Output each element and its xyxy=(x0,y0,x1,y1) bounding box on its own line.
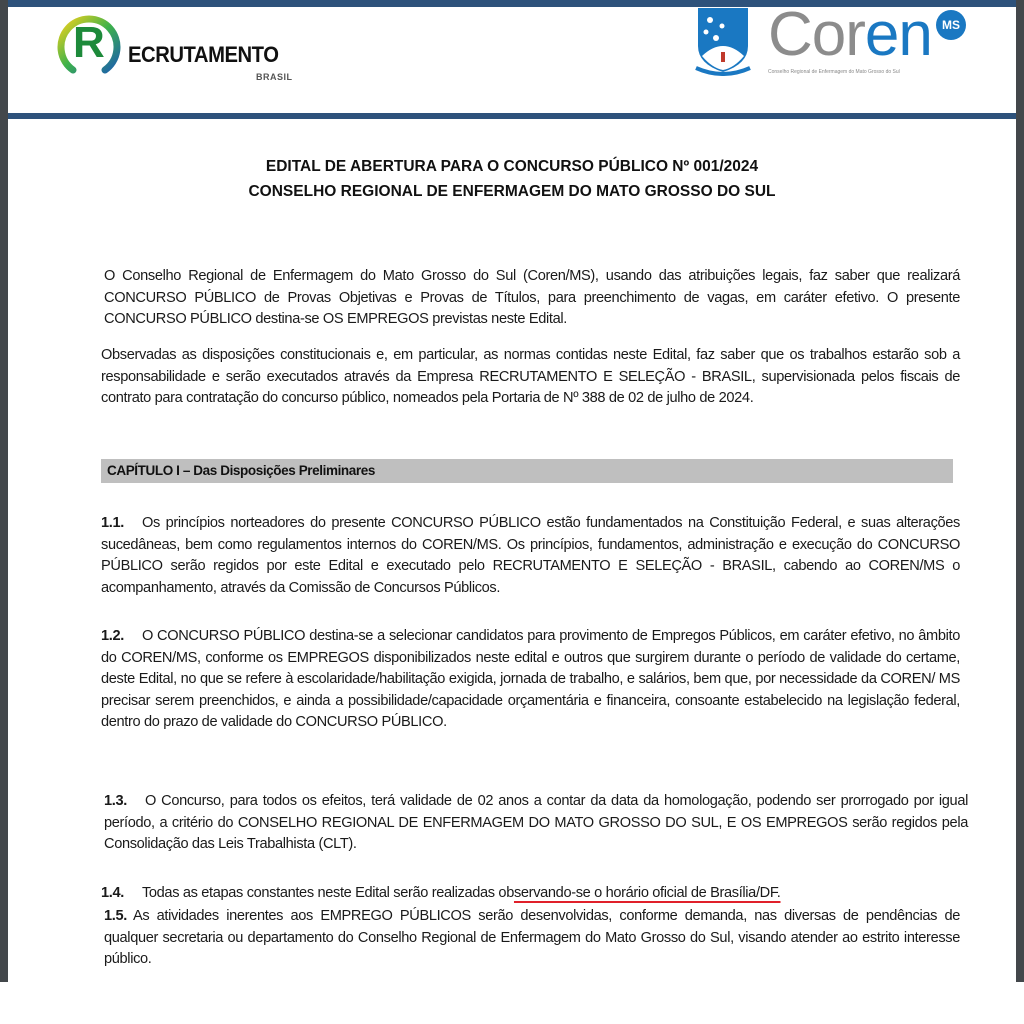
intro-paragraph-2: Observadas as disposições constitucionais e, em particular, as normas contidas neste Edital, faz saber que os trabalhos estarão sob a responsabilidade e serão executados através da Empresa RECRUTAMENTO E SELEÇÃO - BRASIL, supervisionada pelos fiscais de contrato para contratação do concurso público, nomeados pela Portaria de Nº 388 de 02 de julho de 2024. xyxy=(101,347,960,407)
header-bottom-bar xyxy=(8,113,1016,119)
recrutamento-brasil-logo xyxy=(55,10,315,85)
clause-number: 1.1. xyxy=(101,515,124,531)
viewer-frame-left xyxy=(0,0,8,982)
coren-shield-icon xyxy=(694,6,752,76)
viewer-frame-right xyxy=(1016,0,1024,982)
chapter-heading-text: CAPÍTULO I – Das Disposições Preliminares xyxy=(107,463,375,478)
clause-1-3 xyxy=(104,791,968,856)
document-title: EDITAL DE ABERTURA PARA O CONCURSO PÚBLICO Nº 001/2024 xyxy=(265,158,759,175)
coren-word-blue: en xyxy=(864,0,932,69)
clause-1-2 xyxy=(101,626,960,734)
coren-wordmark xyxy=(768,0,932,70)
clause-number: 1.3. xyxy=(104,793,127,809)
coren-word-gray: Cor xyxy=(768,0,865,69)
clause-number: 1.2. xyxy=(101,628,124,644)
ms-badge: MS xyxy=(936,10,966,40)
document-subtitle: CONSELHO REGIONAL DE ENFERMAGEM DO MATO GROSSO DO SUL xyxy=(248,183,776,200)
clause-number: 1.4. xyxy=(101,885,124,901)
clause-1-1 xyxy=(101,513,960,599)
logo-word: ECRUTAMENTO xyxy=(128,42,279,67)
clause-1-5 xyxy=(104,906,960,971)
coren-subtitle: Conselho Regional de Enfermagem do Mato Grosso do Sul xyxy=(768,69,900,75)
clause-1-4 xyxy=(101,883,965,905)
coren-ms-logo xyxy=(694,0,974,78)
highlighted-text: servando-se o horário oficial de Brasília/DF. xyxy=(513,885,781,901)
intro-paragraph-1: O Conselho Regional de Enfermagem do Mato Grosso do Sul (Coren/MS), usando das atribuições legais, faz saber que realizará CONCURSO PÚBLICO de Provas Objetivas e Provas de Títulos, para preenchimento de vagas, em caráter efetivo. O presente CONCURSO PÚBLICO destina-se OS EMPREGOS previstas neste Edital. xyxy=(104,268,960,328)
logo-subtitle: BRASIL xyxy=(256,72,293,82)
clause-text: Todas as etapas constantes neste Edital serão realizadas ob xyxy=(141,885,514,901)
clause-text: As atividades inerentes aos EMPREGO PÚBLICOS serão desenvolvidas, conforme demanda, nas diversas de pendências de qualquer secretaria ou departamento do Conselho Regional de Enfermagem do Mato Grosso do Sul, visando atender ao estrito interesse público. xyxy=(104,908,960,968)
logo-letter: R xyxy=(73,18,105,67)
chapter-heading xyxy=(101,459,953,483)
clause-text: O Concurso, para todos os efeitos, terá validade de 02 anos a contar da data da homologação, podendo ser prorrogado por igual período, a critério do CONSELHO REGIONAL DE ENFERMAGEM DO MATO GROSSO DO SUL, E OS EMPREGOS serão regidos pela Consolidação das Leis Trabalhista (CLT). xyxy=(104,793,968,853)
clause-text: Os princípios norteadores do presente CONCURSO PÚBLICO estão fundamentados na Constituição Federal, e suas alterações sucedâneas, bem como regulamentos internos do COREN/MS. Os princípios, fundamentos, administração e execução do CONCURSO PÚBLICO serão regidos por este Edital e executado pelo RECRUTAMENTO E SELEÇÃO - BRASIL, cabendo ao COREN/MS o acompanhamento, através da Comissão de Concursos Públicos. xyxy=(101,515,960,596)
clause-number: 1.5. xyxy=(104,908,127,924)
clause-text: O CONCURSO PÚBLICO destina-se a selecionar candidatos para provimento de Empregos Públicos, em caráter efetivo, no âmbito do COREN/MS, conforme os EMPREGOS disponibilizados neste edital e outros que surgirem durante o período de validade do certame, deste Edital, no que se refere à escolaridade/habilitação exigida, jornada de trabalho, e salários, bem que, por necessidade da COREN/ MS precisar serem preenchidos, e ainda a possibilidade/capacidade orçamentária e financeira, consoante estabelecido na legislação federal, dentro do prazo de validade do CONCURSO PÚBLICO. xyxy=(101,628,960,731)
